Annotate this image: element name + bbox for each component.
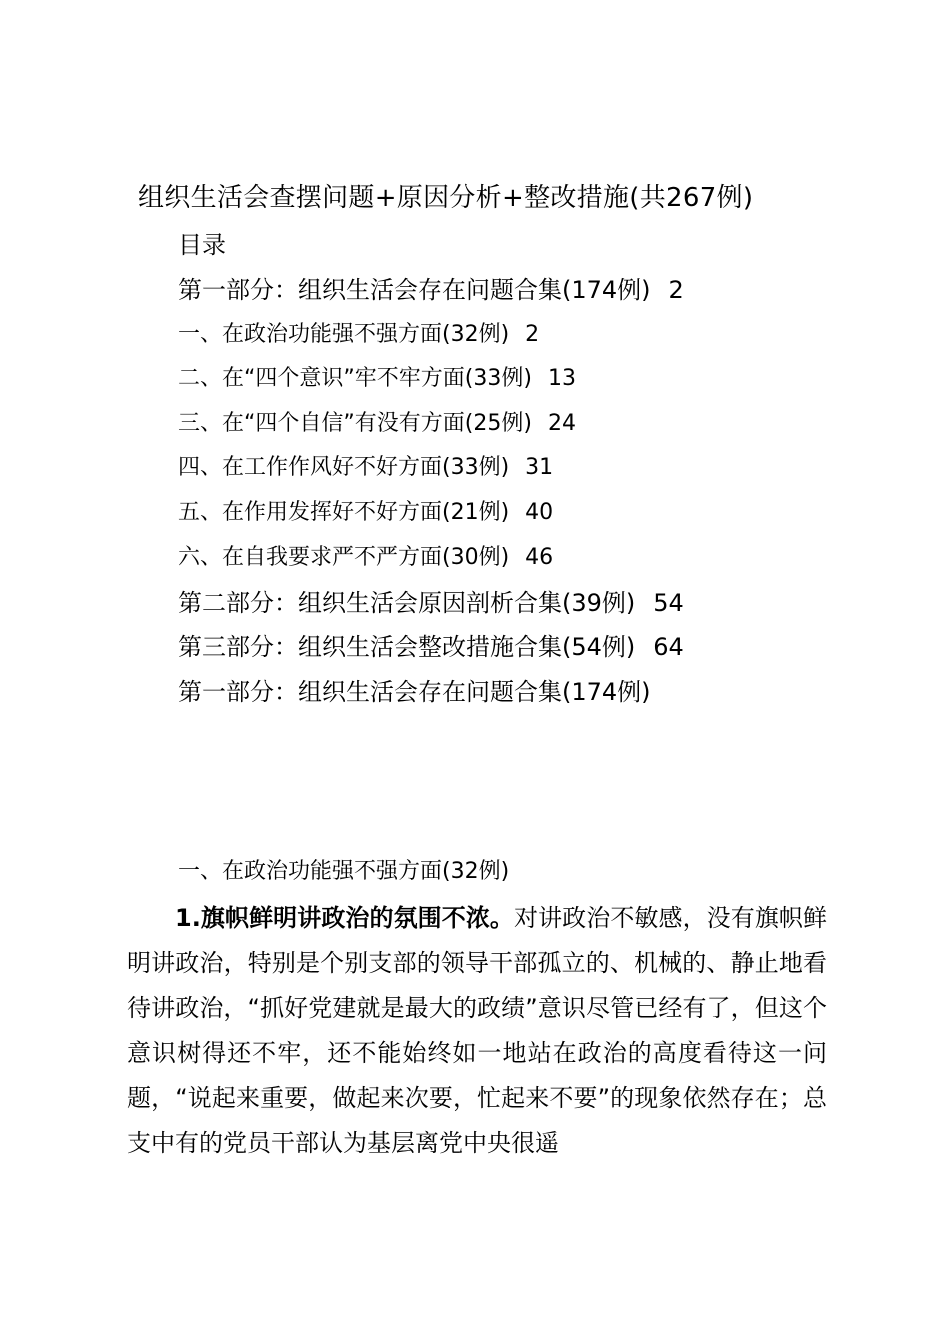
document-title: 组织生活会查摆问题+原因分析+整改措施(共267例)	[138, 183, 754, 213]
section-heading: 一、在政治功能强不强方面(32例)	[178, 859, 510, 884]
toc-entry-page: 40	[525, 500, 554, 525]
toc-entry-label: 三、在“四个自信”有没有方面(25例)	[178, 411, 532, 436]
toc-entry-section-5[interactable]	[178, 496, 553, 530]
toc-entry-label: 第二部分：组织生活会原因剖析合集(39例)	[178, 589, 636, 617]
toc-entry-label: 二、在“四个意识”牢不牢方面(33例)	[178, 366, 532, 391]
toc-entry-page: 64	[653, 633, 684, 661]
toc-entry-label: 六、在自我要求严不严方面(30例)	[178, 545, 510, 570]
toc-entry-page: 24	[547, 411, 576, 436]
toc-entry-part-3[interactable]	[178, 630, 684, 664]
toc-entry-page: 2	[668, 276, 684, 304]
toc-entry-label: 第一部分：组织生活会存在问题合集(174例)	[178, 276, 651, 304]
toc-entry-section-6[interactable]	[178, 541, 553, 575]
toc-entry-section-1[interactable]	[178, 318, 539, 352]
paragraph-lead: 1.旗帜鲜明讲政治的氛围不浓。	[175, 904, 514, 932]
body-paragraph	[127, 896, 827, 1166]
toc-entry-page: 54	[653, 589, 684, 617]
toc-entry-section-4[interactable]	[178, 451, 553, 485]
toc-entry-page: 2	[525, 322, 540, 347]
toc-entry-page: 31	[525, 455, 554, 480]
toc-entry-label: 一、在政治功能强不强方面(32例)	[178, 322, 510, 347]
paragraph-text: 对讲政治不敏感，没有旗帜鲜明讲政治，特别是个别支部的领导干部孤立的、机械的、静止地看待讲政治，“抓好党建就是最大的政绩”意识尽管已经有了，但这个意识树得还不牢，还不能始终如一地站在政治的高度看待这一问题，“说起来重要，做起来次要，忙起来不要”的现象依然存在；总支中有的党员干部认为基层离党中央很遥	[127, 904, 828, 1157]
toc-entry-part-1[interactable]	[178, 273, 684, 307]
toc-entry-page: 46	[525, 545, 554, 570]
part-heading: 第一部分：组织生活会存在问题合集(174例)	[178, 678, 651, 706]
toc-entry-page: 13	[547, 366, 576, 391]
toc-entry-part-2[interactable]	[178, 586, 684, 620]
toc-entry-label: 五、在作用发挥好不好方面(21例)	[178, 500, 510, 525]
toc-entry-label: 第三部分：组织生活会整改措施合集(54例)	[178, 633, 636, 661]
toc-heading: 目录	[178, 231, 226, 259]
toc-entry-section-3[interactable]	[178, 407, 576, 441]
toc-entry-section-2[interactable]	[178, 362, 576, 396]
toc-entry-label: 四、在工作作风好不好方面(33例)	[178, 455, 510, 480]
